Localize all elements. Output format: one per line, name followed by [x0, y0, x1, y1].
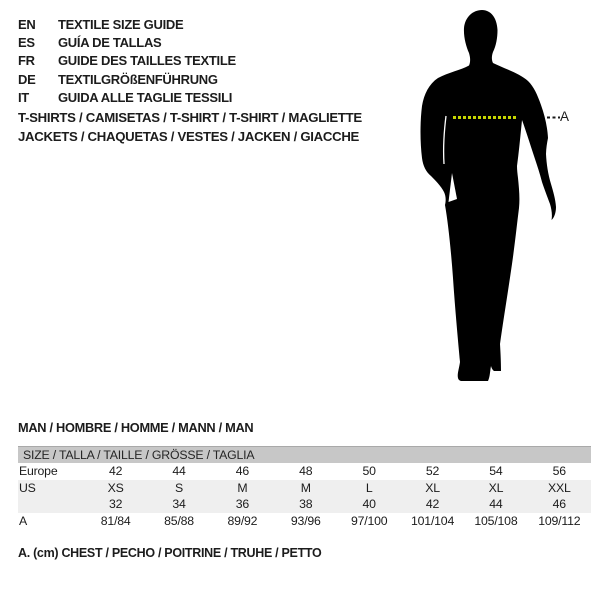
table-row-label: Europe	[19, 464, 58, 479]
language-title: GUIDE DES TAILLES TEXTILE	[58, 53, 236, 69]
table-cell: 40	[362, 497, 376, 512]
table-cell: 44	[172, 464, 186, 479]
language-list	[18, 15, 236, 107]
table-cell: 81/84	[100, 513, 131, 528]
table-row	[18, 463, 591, 480]
language-code: IT	[18, 90, 29, 106]
table-row-label: US	[19, 480, 36, 495]
table-cell: 50	[362, 464, 376, 479]
table-cell: L	[365, 480, 373, 495]
table-cell: 38	[299, 497, 313, 512]
man-silhouette-svg	[400, 0, 600, 400]
language-row	[18, 15, 236, 33]
table-row	[18, 513, 591, 530]
table-cell: XS	[107, 480, 124, 495]
table-row-label: A	[19, 513, 28, 528]
table-cell: 44	[489, 497, 503, 512]
table-cell: XXL	[547, 480, 571, 495]
table-cell: 52	[425, 464, 440, 479]
table-cell: 34	[172, 497, 186, 512]
table-cell: 54	[489, 464, 503, 479]
table-cell: 97/100	[350, 513, 388, 528]
table-cell: M	[300, 480, 311, 495]
table-cell: M	[237, 480, 248, 495]
language-code: FR	[18, 53, 35, 69]
table-cell: 32	[109, 497, 123, 512]
language-title: TEXTILE SIZE GUIDE	[58, 16, 184, 32]
table-cell: 42	[425, 497, 440, 512]
language-row	[18, 70, 236, 88]
table-cell: 85/88	[164, 513, 194, 528]
language-code: EN	[18, 16, 36, 32]
table-cell: XL	[425, 480, 440, 495]
table-cell: 48	[299, 464, 313, 479]
language-title: TEXTILGRÖßENFÜHRUNG	[58, 71, 218, 87]
table-cell: 93/96	[290, 513, 321, 528]
measurement-a-label: A	[560, 109, 569, 124]
table-row	[18, 496, 591, 513]
table-cell: 89/92	[227, 513, 258, 528]
table-cell: 56	[552, 464, 566, 479]
table-cell: 42	[109, 464, 123, 479]
man-silhouette-figure	[400, 0, 600, 400]
category-line-jackets: JACKETS / CHAQUETAS / VESTES / JACKEN / GIACCHE	[18, 128, 360, 144]
language-row	[18, 52, 236, 70]
language-title: GUIDA ALLE TAGLIE TESSILI	[58, 90, 233, 106]
table-cell: 36	[235, 497, 250, 512]
language-code: ES	[18, 35, 35, 51]
size-table-header: SIZE / TALLA / TAILLE / GRÖSSE / TAGLIA	[18, 446, 591, 463]
man-silhouette-shape	[421, 10, 557, 381]
table-cell: 46	[552, 497, 566, 512]
measurement-footnote: A. (cm) CHEST / PECHO / POITRINE / TRUHE / PETTO	[18, 546, 322, 560]
table-cell: 109/112	[538, 513, 581, 528]
language-row	[18, 33, 236, 51]
language-title: GUÍA DE TALLAS	[58, 35, 162, 51]
table-cell: 46	[235, 464, 250, 479]
size-table-body	[18, 463, 591, 529]
table-row	[18, 480, 591, 497]
section-title: MAN / HOMBRE / HOMME / MANN / MAN	[18, 420, 254, 435]
table-cell: 105/108	[474, 513, 518, 528]
language-code: DE	[18, 71, 36, 87]
table-cell: 101/104	[411, 513, 455, 528]
size-table	[18, 446, 591, 529]
category-lines	[18, 109, 362, 147]
table-cell: XL	[488, 480, 504, 495]
category-line-tshirts: T-SHIRTS / CAMISETAS / T-SHIRT / T-SHIRT / MAGLIETTE	[18, 110, 362, 125]
language-row	[18, 89, 236, 107]
table-cell: S	[175, 480, 184, 495]
